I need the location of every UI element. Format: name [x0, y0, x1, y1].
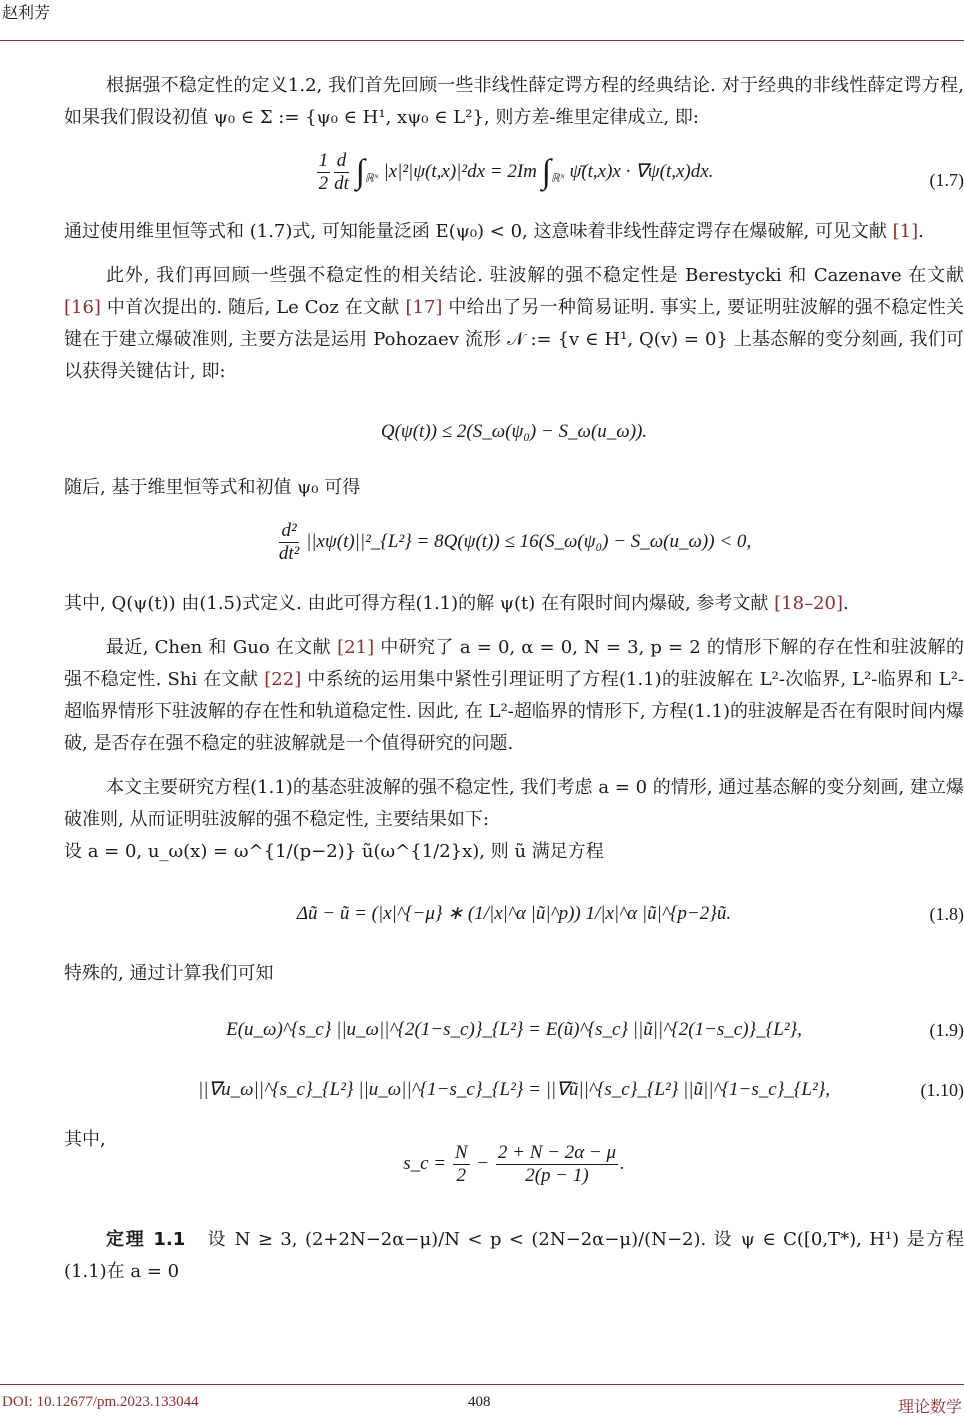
paragraph-2: 通过使用维里恒等式和 (1.7)式, 可知能量泛函 E(ψ₀) < 0, 这意味着非线性薛定谔存在爆破解, 可见文献 [1]. — [64, 216, 964, 248]
eq17-d-dt: $\frac{d}{dt}$ — [334, 150, 349, 195]
paragraph-7: 本文主要研究方程(1.1)的基态驻波解的强不稳定性, 我们考虑 a = 0 的情形, 通过基态解的变分刻画, 建立爆破准则, 从而证明驻波解的强不稳定性, 主要结果如下: — [64, 772, 964, 836]
equation-1-7: $\frac{1}{2}$ $\frac{d}{dt}$ $\int_{ℝᴺ}$ |x|²|ψ(t,x)|²dx = 2Im $\int_{ℝᴺ}$ ψ̄(t,x)x · ∇ψ(t,x)dx. (1.7) — [64, 146, 964, 208]
theorem-label: 定理 1.1 — [106, 1229, 185, 1250]
paragraph-8: 特殊的, 通过计算我们可知 — [64, 958, 964, 990]
page-body — [64, 70, 964, 1288]
citation-17[interactable]: [17] — [406, 297, 443, 318]
eq17-half: $\frac{1}{2}$ — [317, 150, 331, 195]
eq17-number: (1.7) — [930, 164, 964, 196]
paragraph-1-line-2: 性薛定谔方程, 如果我们假设初值 ψ₀ ∈ Σ := {ψ₀ ∈ H¹, xψ₀ ∈ L²}, 则方差-维里定律成立, 即: — [64, 75, 964, 128]
equation-q-estimate: Q(ψ(t)) ≤ 2(S_ω(ψ₀) − S_ω(u_ω)). — [64, 406, 964, 472]
paragraph-6: 最近, Chen 和 Guo 在文献 [21] 中研究了 a = 0, α = 0, N = 3, p = 2 的情形下解的存在性和驻波解的强不稳定性. Shi 在文献 [22] 中系统的运用集中紧性引理证明了方程(1.1)的驻波解在 L²-次临界, L²-临界和 L²-超临界情形下驻波解的存在性和轨道稳定性. 因此, 在 L²-超临界的情形下, 方程(1.1)的驻波解是否在有限时间内爆破, 是否存在强不稳定的驻波解就是一个值得研究的问题. — [64, 632, 964, 760]
equation-1-9: E(u_ω)^{s_c} ||u_ω||^{2(1−s_c)}_{L²} = E(ũ)^{s_c} ||ũ||^{2(1−s_c)}_{L²}, (1.9) — [64, 1002, 964, 1058]
paragraph-5: 其中, Q(ψ(t)) 由(1.5)式定义. 由此可得方程(1.1)的解 ψ(t) 在有限时间内爆破, 参考文献 [18–20]. — [64, 588, 964, 620]
citation-22[interactable]: [22] — [264, 669, 301, 690]
footer-doi-link[interactable]: DOI: 10.12677/pm.2023.133044 — [2, 1394, 199, 1411]
footer-rule — [0, 1384, 964, 1385]
citation-21[interactable]: [21] — [337, 637, 374, 658]
equation-d2: $\frac{\text{d²}}{\text{dt²}}$ ||xψ(t)||²_{L²} = 8Q(ψ(t)) ≤ 16(S_ω(ψ₀) − S_ω(u_ω)) < 0, — [64, 514, 964, 580]
eq18-number: (1.8) — [930, 898, 964, 930]
paragraph-7-setup: 设 a = 0, u_ω(x) = ω^{1/(p−2)} ũ(ω^{1/2}x), 则 ũ 满足方程 — [64, 836, 964, 868]
running-header-author: 赵利芳 — [2, 0, 50, 23]
citation-18-20[interactable]: [18–20] — [774, 593, 843, 614]
header-rule — [0, 40, 964, 41]
theorem-1-1: 定理 1.1 设 N ≥ 3, (2+2N−2α−μ)/N < p < (2N−2α−μ)/(N−2). 设 ψ ∈ C([0,T*), H¹) 是方程(1.1)在 a = 0 — [64, 1224, 964, 1288]
equation-1-10: ||∇u_ω||^{s_c}_{L²} ||u_ω||^{1−s_c}_{L²} = ||∇ũ||^{s_c}_{L²} ||ũ||^{1−s_c}_{L²}, (1.10) — [64, 1064, 964, 1120]
eq110-number: (1.10) — [921, 1074, 964, 1106]
equation-sc: s_c = $\frac{N}{2}$ − $\frac{2 + N - 2\alpha - \mu}{2(p - 1)}$ . — [64, 1142, 964, 1202]
eq19-number: (1.9) — [930, 1014, 964, 1046]
citation-16[interactable]: [16] — [64, 297, 101, 318]
citation-1[interactable]: [1] — [893, 221, 919, 242]
paragraph-1 — [64, 70, 964, 134]
footer-journal-name: 理论数学 — [898, 1394, 962, 1417]
paragraph-3: 此外, 我们再回顾一些强不稳定性的相关结论. 驻波解的强不稳定性是 Berestycki 和 Cazenave 在文献 [16] 中首次提出的. 随后, Le Coz 在文献 [17] 中给出了另一种简易证明. 事实上, 要证明驻波解的强不稳定性关键在于建立爆破准则, 主要方法是运用 Pohozaev 流形 𝒩 := {v ∈ H¹, Q(v) = 0} 上基态解的变分刻画, 我们可以获得关键估计, 即: — [64, 260, 964, 388]
paragraph-9: 其中, — [64, 1124, 964, 1156]
equation-1-8: Δũ − ũ = (|x|^{−μ} ∗ (1/|x|^α |ũ|^p)) 1/|x|^α |ũ|^{p−2}ũ. (1.8) — [64, 876, 964, 958]
footer-page-number: 408 — [468, 1394, 491, 1411]
paragraph-1-line-1: 根据强不稳定性的定义1.2, 我们首先回顾一些非线性薛定谔方程的经典结论. 对于经典的非线 — [106, 75, 849, 96]
eq17-lhs: |x|²|ψ(t,x)|²dx = 2Im — [383, 161, 536, 182]
paragraph-4: 随后, 基于维里恒等式和初值 ψ₀ 可得 — [64, 472, 964, 504]
eq17-rhs: ψ̄(t,x)x · ∇ψ(t,x)dx. — [570, 161, 714, 182]
